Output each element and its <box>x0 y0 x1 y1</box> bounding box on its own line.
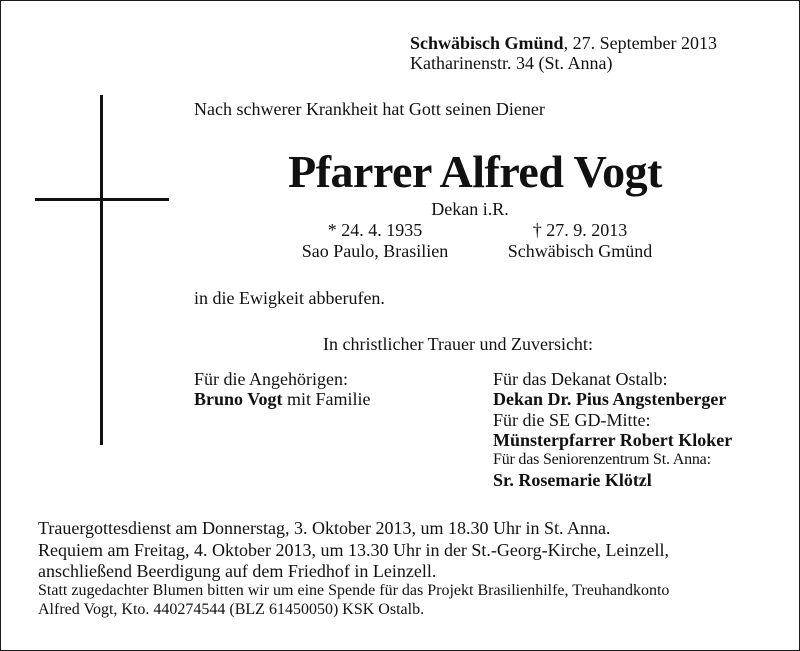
header-address: Katharinenstr. 34 (St. Anna) <box>410 53 613 73</box>
death-date: † 27. 9. 2013 <box>532 220 628 240</box>
mourning-text: In christlicher Trauer und Zuversicht: <box>323 334 593 354</box>
header-date: , 27. September 2013 <box>563 33 718 53</box>
family-label: Für die Angehörigen: <box>194 369 348 389</box>
family-signature <box>194 388 371 410</box>
signer-label: Für das Seniorenzentrum St. Anna: <box>493 451 711 468</box>
signer-name: Dekan Dr. Pius Angstenberger <box>493 389 727 409</box>
death-place: Schwäbisch Gmünd <box>507 241 653 261</box>
signer-name: Münsterpfarrer Robert Kloker <box>493 430 733 450</box>
footer-service: Trauergottesdienst am Donnerstag, 3. Oktober 2013, um 18.30 Uhr in St. Anna. <box>38 518 611 538</box>
family-name: Bruno Vogt <box>194 389 283 409</box>
footer-burial: anschließend Beerdigung auf dem Friedhof in Leinzell. <box>38 561 437 581</box>
signer-label: Für das Dekanat Ostalb: <box>493 369 668 389</box>
signer-name: Sr. Rosemarie Klötzl <box>493 470 652 490</box>
deceased-title: Dekan i.R. <box>431 199 509 219</box>
birth-place: Sao Paulo, Brasilien <box>301 241 449 261</box>
family-suffix: mit Familie <box>282 389 371 409</box>
signer-label: Für die SE GD-Mitte: <box>493 410 651 430</box>
deceased-name: Pfarrer Alfred Vogt <box>288 146 662 197</box>
cross-icon <box>100 95 103 445</box>
birth-date: * 24. 4. 1935 <box>327 220 423 240</box>
header-city: Schwäbisch Gmünd <box>410 33 564 53</box>
footer-account: Alfred Vogt, Kto. 440274544 (BLZ 61450050) KSK Ostalb. <box>38 601 425 618</box>
intro-text: Nach schwerer Krankheit hat Gott seinen Diener <box>194 99 545 119</box>
cross-bar <box>35 198 169 201</box>
header-date-line <box>410 32 717 54</box>
footer-donation: Statt zugedachter Blumen bitten wir um eine Spende für das Projekt Brasilienhilfe, Treuhandkonto <box>38 582 670 599</box>
footer-requiem: Requiem am Freitag, 4. Oktober 2013, um 13.30 Uhr in der St.-Georg-Kirche, Leinzell, <box>38 540 670 560</box>
called-text: in die Ewigkeit abberufen. <box>194 288 385 308</box>
